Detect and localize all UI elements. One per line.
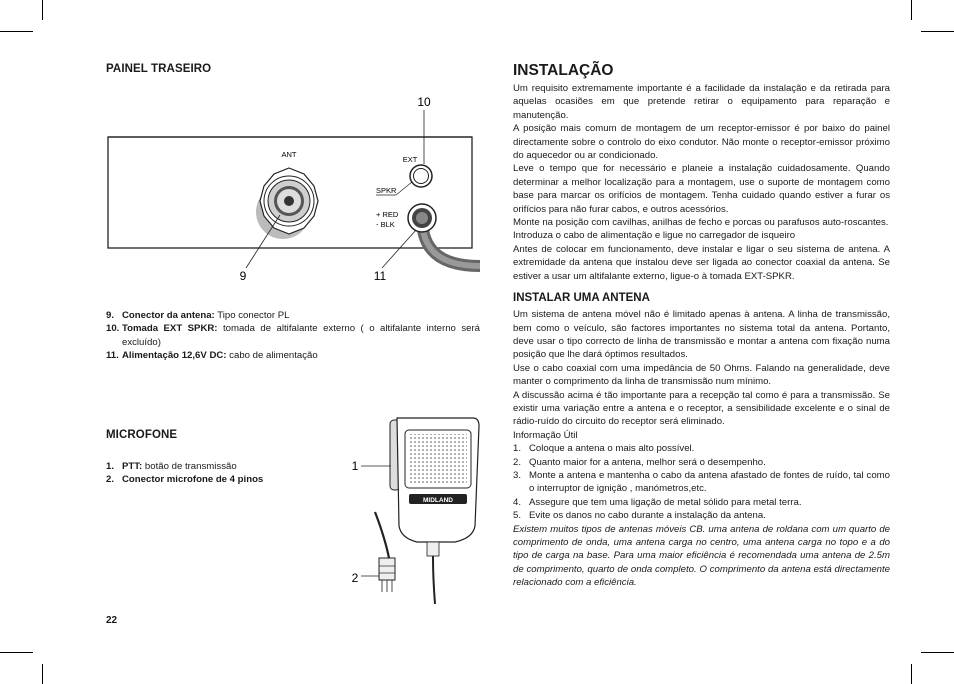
ext-label: EXT <box>402 155 418 164</box>
microphone-list <box>106 460 346 487</box>
list-item: 4. Assegure que tem uma ligação de metal sólido para metal terra. <box>513 496 802 508</box>
crop-mark <box>42 0 43 20</box>
brand-label: MIDLAND <box>423 497 453 504</box>
crop-mark <box>0 652 33 653</box>
rear-panel-list <box>106 309 480 363</box>
list-item: 2. Quanto maior for a antena, melhor será o desempenho. <box>513 456 766 468</box>
antenna-heading: INSTALAR UMA ANTENA <box>513 292 650 305</box>
list-item: 2. Conector microfone de 4 pinos <box>106 474 264 486</box>
list-item: 5. Evite os danos no cabo durante a instalação da antena. <box>513 510 766 522</box>
microphone-heading: MICROFONE <box>106 429 178 441</box>
italic-note: Existem muitos tipos de antenas móveis CB. uma antena de roldana com um quarto de comprimento de onda, uma antena carga no centro, uma antena carga no topo e a do tipo de carga na base. Para uma maior eficiência é recomendada uma antena de 2.5m de comprimento, quarto de onda completo. O comprimento da antena está directamente relacionado com a eficiência. <box>513 523 890 589</box>
crop-mark <box>42 664 43 684</box>
microphone-diagram <box>345 408 485 608</box>
microphone-icon <box>375 418 479 604</box>
list-item: 1. PTT: botão de transmissão <box>106 461 237 472</box>
paragraph: Leve o tempo que for necessário e planeie a instalação cuidadosamente. Quando determinar a melhor localização para a montagem, use o suporte de montagem como base para marcar os orifícios de montagem. Tenha cuidado quando estiver a furar os orifícios para não furar cabos, e outros acessórios. <box>513 163 890 215</box>
paragraph: Use o cabo coaxial com uma impedância de 50 Ohms. Falando na generalidade, deve manter o comprimento da linha de transmissão num mínimo. <box>513 362 890 388</box>
callout-1: 1 <box>351 459 359 473</box>
paragraph: Informação Útil <box>513 429 578 441</box>
paragraph: Monte na posição com cavilhas, anilhas de fecho e porcas ou parafusos auto-roscantes. <box>513 217 889 229</box>
list-item: 11. Alimentação 12,6V DC: cabo de alimentação <box>106 350 318 362</box>
page-number: 22 <box>106 615 118 626</box>
paragraph: Um requisito extremamente importante é a facilidade da instalação e da retirada para aquelas ocasiões em que pretende retirar o equipamento para reparação e manutenção. <box>513 83 890 121</box>
crop-mark <box>911 664 912 684</box>
ant-label: ANT <box>281 150 297 159</box>
paragraph: Introduza o cabo de alimentação e ligue no carregador de isqueiro <box>513 230 796 242</box>
list-item: 10. Tomada EXT SPKR: tomada de altifalante externo ( o altifalante interno será excluído) <box>106 323 480 348</box>
crop-mark <box>911 0 912 20</box>
tips-list <box>513 442 890 522</box>
crop-mark <box>0 31 33 32</box>
callout-11: 11 <box>373 269 387 283</box>
crop-mark <box>921 652 954 653</box>
spkr-label: SPKR <box>376 186 397 195</box>
red-wire-label: + RED <box>376 210 399 219</box>
callout-2: 2 <box>351 571 359 585</box>
paragraph: A posição mais comum de montagem de um receptor-emissor é por baixo do painel directamente sobre o controlo do eixo condutor. Não monte o receptor-emissor próximo do aquecedor ou ar condicionado. <box>513 123 890 162</box>
installation-section <box>513 62 890 590</box>
blk-wire-label: - BLK <box>376 220 395 229</box>
ext-speaker-jack-icon <box>410 165 432 187</box>
rear-panel-heading: PAINEL TRASEIRO <box>106 63 212 75</box>
installation-heading: INSTALAÇÃO <box>513 62 614 79</box>
rear-panel-diagram <box>100 90 480 290</box>
paragraph: Antes de colocar em funcionamento, deve instalar e ligar o seu sistema de antena. A extremidade da antena que instalou deve ser ligada ao conector coaxial da antena. Se estiver a usar um altifalante externo, ligue-o à tomada EXT-SPKR. <box>513 243 890 282</box>
crop-mark <box>921 31 954 32</box>
list-item: 3. Monte a antena e mantenha o cabo da antena afastado de fontes de ruído, tal como o interruptor de ignição , manómetros,etc. <box>513 469 890 495</box>
callout-10: 10 <box>417 95 431 109</box>
paragraph: A discussão acima é tão importante para a recepção tal como é para a transmissão. Se existir uma variação entre a antena e o receptor, a sensibilidade excelente e o sinal de rádio-ruído do circuito do receptor será eliminado. <box>513 389 890 428</box>
list-item: 9. Conector da antena: Tipo conector PL <box>106 310 290 321</box>
list-item: 1. Coloque a antena o mais alto possível. <box>513 443 695 455</box>
callout-9: 9 <box>239 269 247 283</box>
paragraph: Um sistema de antena móvel não é limitado apenas à antena. A linha de transmissão, bem como o veículo, são factores importantes no sistema total da antena. Portanto, deve usar o tipo correcto de linha de transmissão e montar a antena com fixação numa posição que lhe dará óptimos resultados. <box>513 309 890 361</box>
